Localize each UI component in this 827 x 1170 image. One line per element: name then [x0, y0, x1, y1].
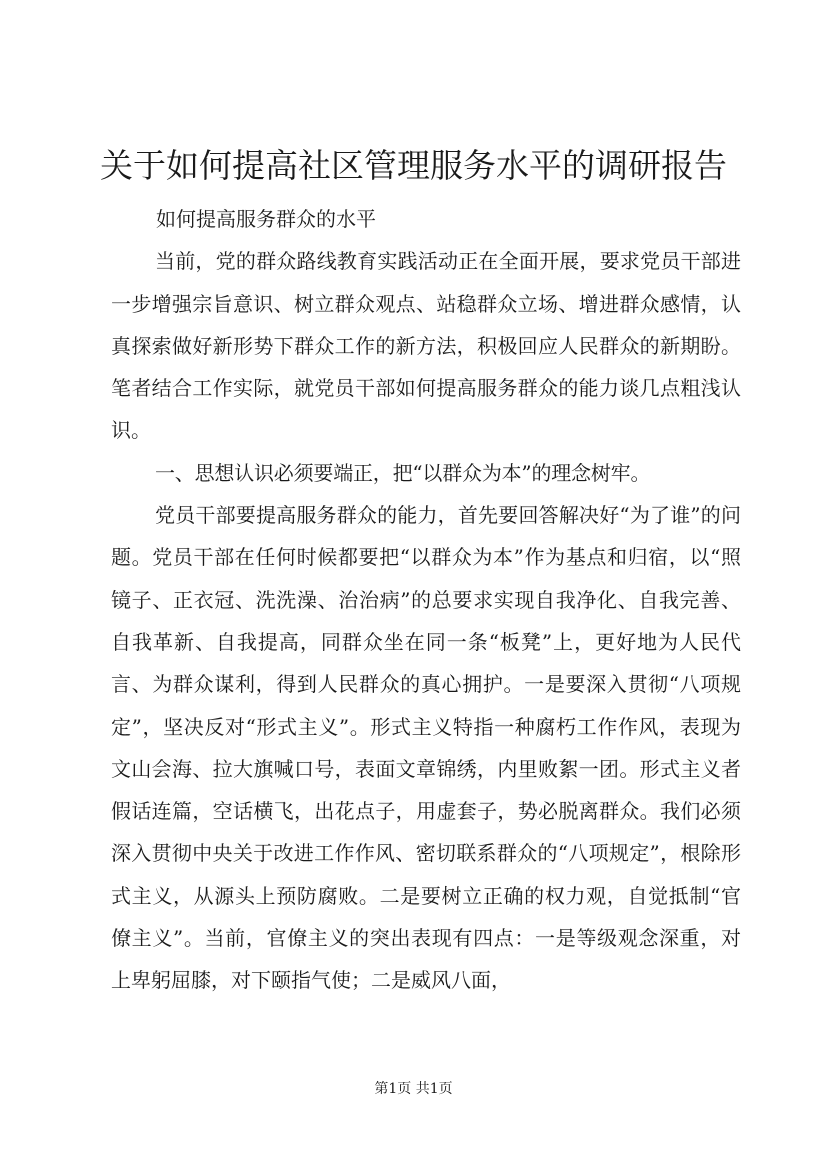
section-heading-1: 一、思想认识必须要端正，把“以群众为本”的理念树牢。	[155, 460, 651, 485]
page-footer: 第1页 共1页	[374, 1081, 453, 1097]
paragraph-body: 党员干部要提高服务群众的能力，首先要回答解决好“为了谁”的问题。党员干部在任何时候都要把“以群众为本”作为基点和归宿，以“照镜子、正衣冠、洗洗澡、治治病”的总要求实现自我净化、自我完善、自我革新、自我提高，同群众坐在同一条“板凳”上，更好地为人民代言、为群众谋利，得到人民群众的真心拥护。一是要深入贯彻“八项规定”，坚决反对“形式主义”。形式主义特指一种腐朽工作作风，表现为文山会海、拉大旗喊口号，表面文章锦绣，内里败絮一团。形式主义者假话连篇，空话横飞，出花点子，用虚套子，势必脱离群众。我们必须深入贯彻中央关于改进工作作风、密切联系群众的“八项规定”，根除形式主义，从源头上预防腐败。二是要树立正确的权力观，自觉抵制“官僚主义”。当前，官僚主义的突出表现有四点：一是等级观念深重，对上卑躬屈膝，对下颐指气使；二是威风八面，	[111, 503, 741, 993]
document-title: 关于如何提高社区管理服务水平的调研报告	[100, 146, 727, 185]
paragraph-intro: 当前，党的群众路线教育实践活动正在全面开展，要求党员干部进一步增强宗旨意识、树立群众观点、站稳群众立场、增进群众感情，认真探索做好新形势下群众工作的新方法，积极回应人民群众的新期盼。笔者结合工作实际，就党员干部如何提高服务群众的能力谈几点粗浅认识。	[111, 249, 741, 443]
document-subtitle: 如何提高服务群众的水平	[156, 207, 376, 231]
document-body	[111, 198, 741, 1002]
